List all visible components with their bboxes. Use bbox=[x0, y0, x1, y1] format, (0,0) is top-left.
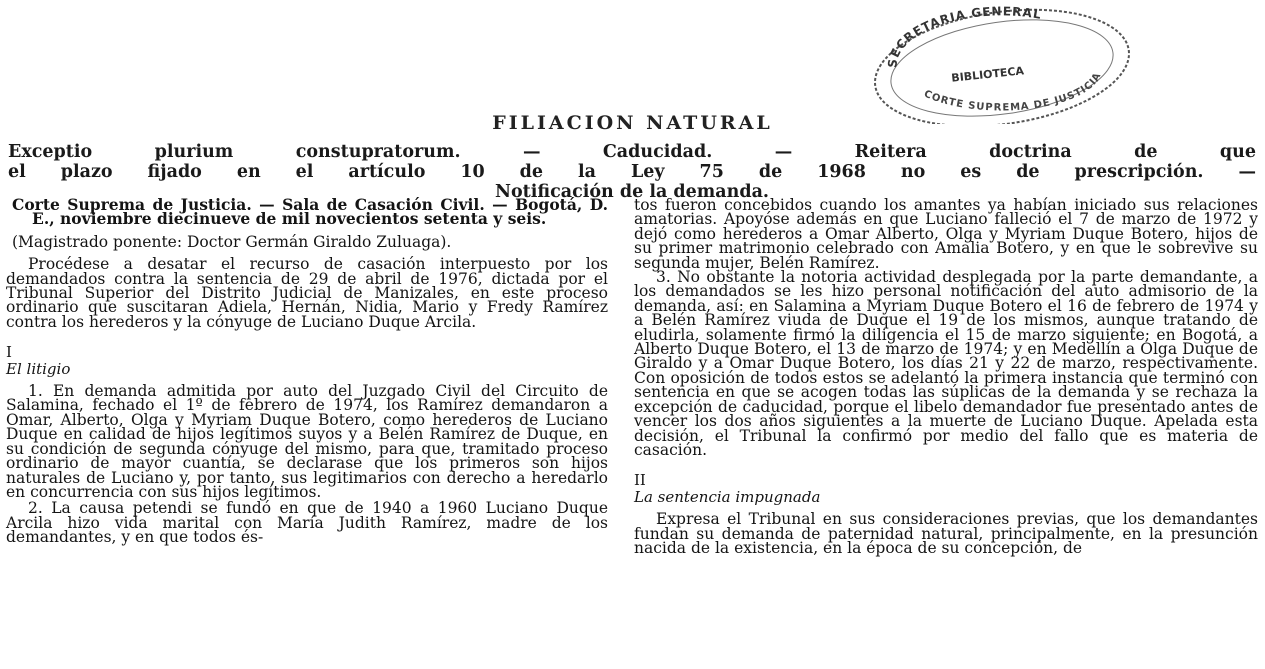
summary-line-1: Exceptio plurium constupratorum. — Caducidad. — Reitera doctrina de que bbox=[8, 142, 1256, 162]
section-1-heading: El litigio bbox=[6, 359, 71, 378]
document-title: FILIACION NATURAL bbox=[492, 112, 773, 134]
paragraph-continued: tos fueron concebidos cuando los amantes ya habían iniciado sus relaciones amatorias. Apoyóse además en que Luciano falleció el 7 de marzo de 1972 y dejó como herederos a Omar Alberto, Olga y Myriam Duque Botero, hijos de su primer matrimonio celebrado con Amalia Botero, y en que le sobrevive su segunda mujer, Belén Ramírez. bbox=[634, 196, 1258, 272]
section-2-heading: La sentencia impugnada bbox=[634, 487, 821, 506]
library-stamp bbox=[868, 6, 1136, 124]
stamp-top-text: SECRETARIA GENERAL bbox=[885, 6, 1043, 69]
court-header: Corte Suprema de Justicia. — Sala de Casación Civil. — Bogotá, D. E., noviembre diecinueve de mil novecientos setenta y seis. bbox=[12, 195, 608, 229]
summary-abstract bbox=[8, 142, 1256, 202]
paragraph-4: Expresa el Tribunal en sus consideraciones previas, que los demandantes fundan su demanda de paternidad natural, principalmente, en la presunción nacida de la existencia, en la época de su concepción, de bbox=[634, 510, 1258, 557]
paragraph-1: 1. En demanda admitida por auto del Juzgado Civil del Circuito de Salamina, fechado el 1º de febrero de 1974, los Ramírez demandaron a Omar, Alberto, Olga y Myriam Duque Botero, como herederos de Luciano Duque en calidad de hijos legítimos suyos y a Belén Ramírez de Duque, en su condición de segunda cónyuge del mismo, para que, tramitado proceso ordinario de mayor cuantía, se declarase que los primeros son hijos naturales de Luciano y, por tanto, sus legitimarios con derecho a heredarlo en concurrencia con sus hijos legítimos. bbox=[6, 382, 608, 501]
left-column bbox=[6, 195, 608, 547]
summary-line-3: Notificación de la demanda. bbox=[494, 182, 770, 202]
svg-text:SECRETARIA GENERAL bbox=[885, 6, 1042, 68]
intro-paragraph: Procédese a desatar el recurso de casación interpuesto por los demandados contra la sentencia de 29 de abril de 1976, dictada por el Tribunal Superior del Distrito Judicial de Manizales, en este proceso ordinario que suscitaran Adiela, Hernán, Nidia, Mario y Fredy Ramírez contra los herederos y la cónyuge de Luciano Duque Arcila. bbox=[6, 255, 608, 331]
stamp-middle-text: BIBLIOTECA bbox=[950, 64, 1025, 85]
section-2-number: II bbox=[634, 471, 646, 490]
section-1-number: I bbox=[6, 343, 12, 362]
stamp-bottom-text: CORTE SUPREMA DE JUSTICIA bbox=[922, 70, 1104, 114]
paragraph-2: 2. La causa petendi se fundó en que de 1940 a 1960 Luciano Duque Arcila hizo vida marital con María Judith Ramírez, madre de los demandantes, y en que todos és- bbox=[6, 499, 608, 547]
summary-line-2: el plazo fijado en el artículo 10 de la Ley 75 de 1968 no es de prescripción. — bbox=[8, 162, 1256, 182]
right-column bbox=[634, 198, 1258, 555]
magistrado-note: (Magistrado ponente: Doctor Germán Giraldo Zuluaga). bbox=[12, 232, 452, 251]
paragraph-3: 3. No obstante la notoria actividad desplegada por la parte demandante, a los demandados se les hizo personal notificación del auto admisorio de la demanda, así: en Salamina a Myriam Duque Botero el 16 de febrero de 1974 y a Belén Ramírez viuda de Duque el 19 de los mismos, aunque tratando de eludirla, solamente firmó la diligencia el 15 de marzo siguiente; en Bogotá, a Alberto Duque Botero, el 13 de marzo de 1974; y en Medellín a Olga Duque de Giraldo y a Omar Duque Botero, los días 21 y 22 de marzo, respectivamente. Con oposición de todos estos se adelantó la primera instancia que terminó con sentencia en que se acogen todas las súplicas de la demanda y se rechaza la excepción de caducidad, porque el libelo demandador fue presentado antes de vencer los dos años siguientes a la muerte de Luciano Duque. Apelada esta decisión, el Tribunal la confirmó por medio del fallo que es materia de casación. bbox=[634, 268, 1258, 459]
